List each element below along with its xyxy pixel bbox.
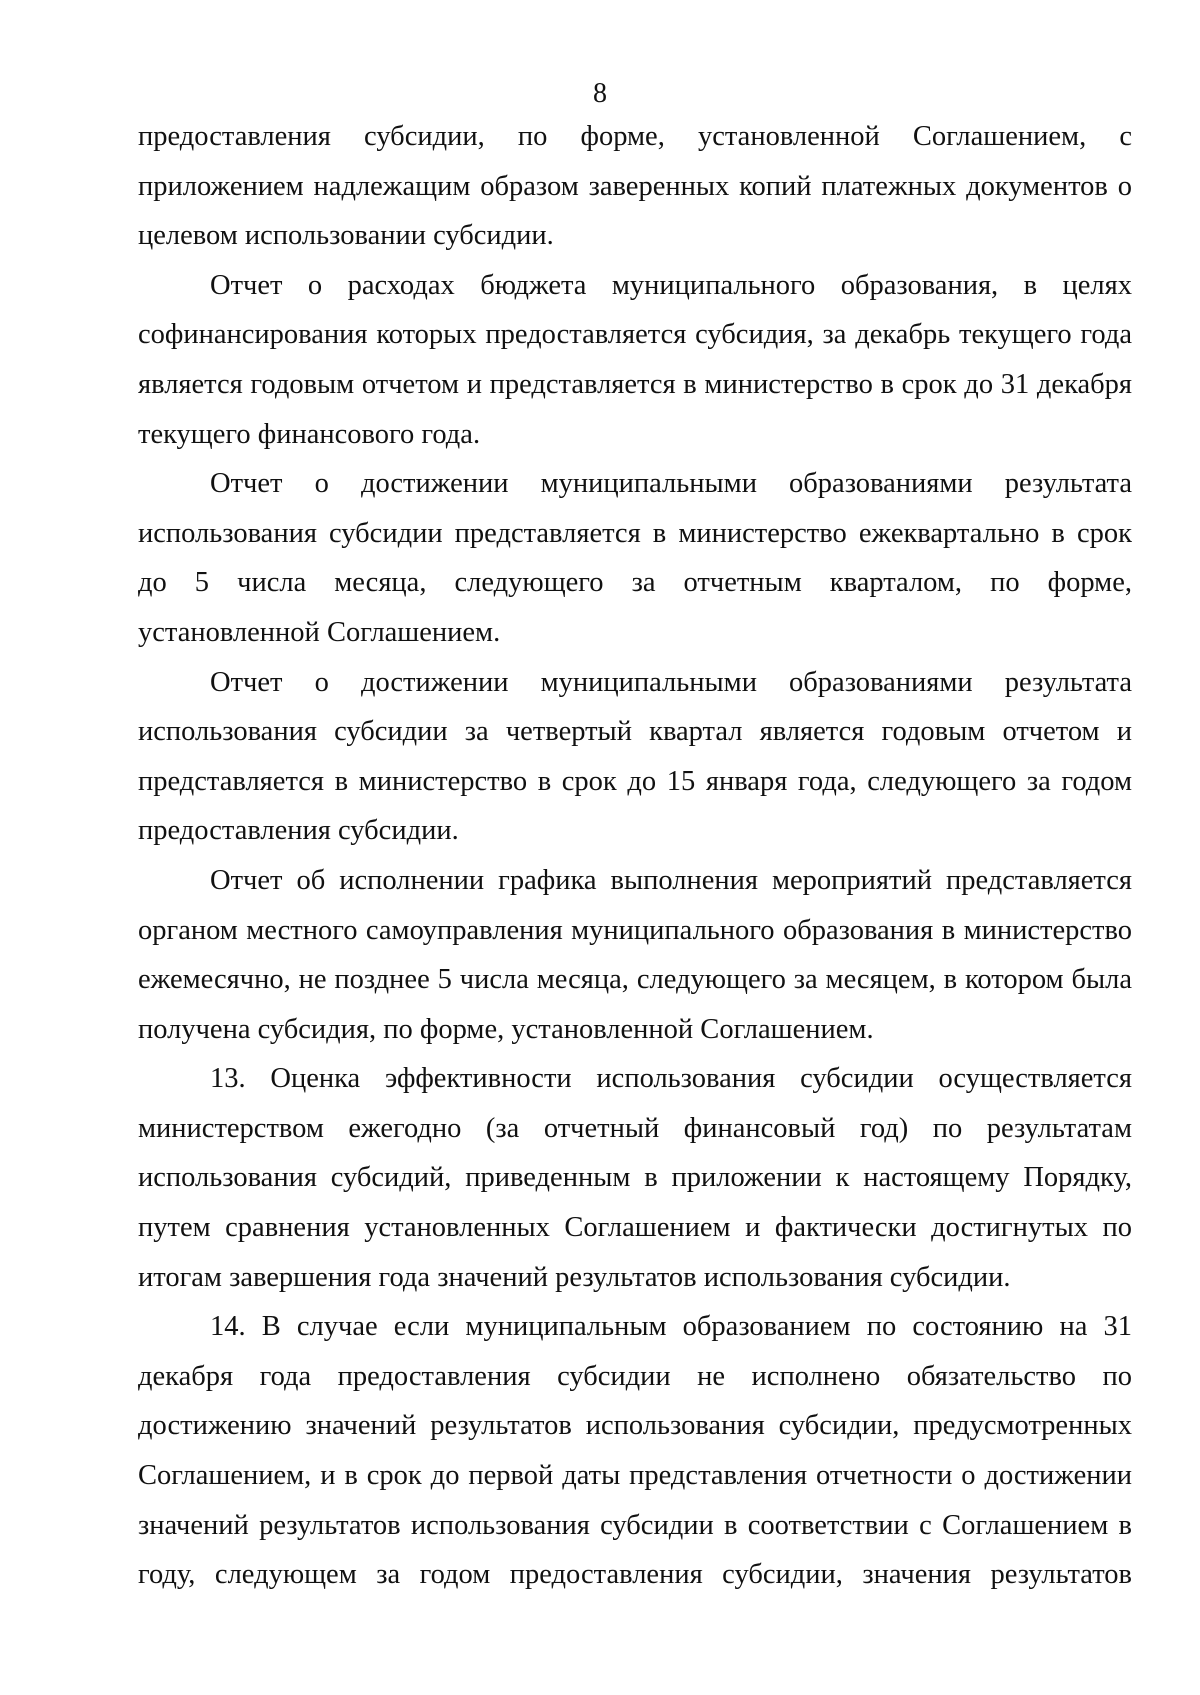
paragraph-item-14: 14. В случае если муниципальным образованием по состоянию на 31 декабря года предоставления субсидии не исполнено обязательство по достижению значений результатов использования субсидии, предусмотренных Соглашением, и в срок до первой даты представления отчетности о достижении значений результатов использования субсидии в соответствии с Соглашением в году, следующем за годом предоставления субсидии, значения результатов [138,1311,1132,1591]
paragraph-quarterly-result-report: Отчет о достижении муниципальными образованиями результата использования субсидии представляется в министерство ежеквартально в срок до 5 числа месяца, следующего за отчетным кварталом, по форме, установленной Соглашением. [138,468,1132,648]
paragraph-annual-result-report: Отчет о достижении муниципальными образованиями результата использования субсидии за четвертый квартал является годовым отчетом и представляется в министерство в срок до 15 января года, следующего за годом предоставления субсидии. [138,666,1132,847]
paragraph-continuation: предоставления субсидии, по форме, установленной Соглашением, с приложением надлежащим образом заверенных копий платежных документов о целевом использовании субсидии. [138,121,1132,252]
document-body [138,112,1132,1600]
paragraph-schedule-report: Отчет об исполнении графика выполнения мероприятий представляется органом местного самоуправления муниципального образования в министерство ежемесячно, не позднее 5 числа месяца, следующего за месяцем, в котором была получена субсидия, по форме, установленной Соглашением. [138,864,1132,1045]
paragraph-expense-report: Отчет о расходах бюджета муниципального образования, в целях софинансирования которых предоставляется субсидия, за декабрь текущего года является годовым отчетом и представляется в министерство в срок до 31 декабря текущего финансового года. [138,269,1132,450]
page-number: 8 [593,78,607,109]
paragraph-item-13: 13. Оценка эффективности использования субсидии осуществляется министерством ежегодно (за отчетный финансовый год) по результатам использования субсидий, приведенным в приложении к настоящему Порядку, путем сравнения установленных Соглашением и фактически достигнутых по итогам завершения года значений результатов использования субсидии. [138,1063,1132,1293]
